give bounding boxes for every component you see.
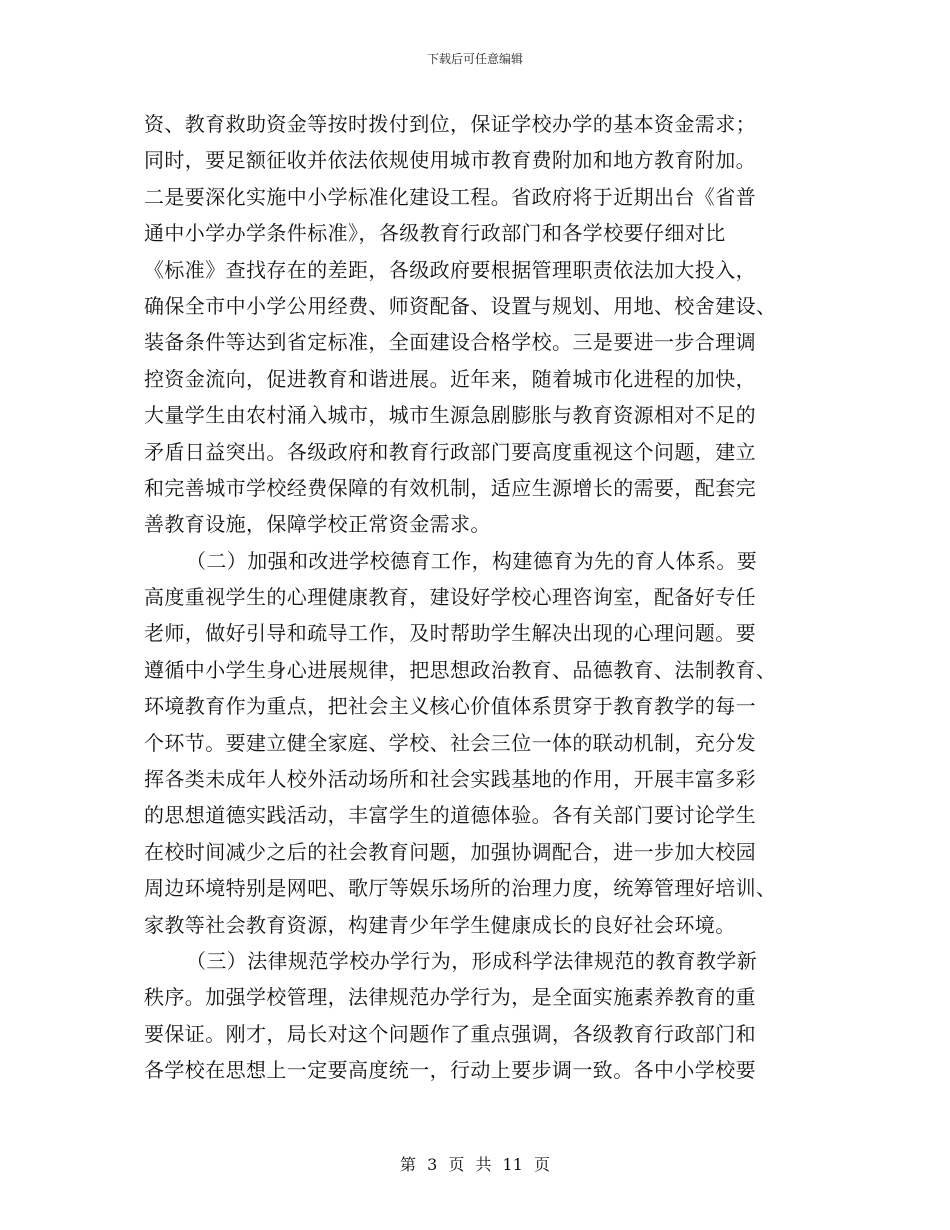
document-body <box>144 106 804 1089</box>
text-line: 秩序。加强学校管理，法律规范办学行为，是全面实施素养教育的重 <box>144 985 756 1010</box>
text-line: 老师，做好引导和疏导工作，及时帮助学生解决出现的心理问题。要 <box>144 621 756 646</box>
text-line: 控资金流向，促进教育和谐进展。近年来，随着城市化进程的加快， <box>144 366 756 391</box>
text-line: 个环节。要建立健全家庭、学校、社会三位一体的联动机制，充分发 <box>144 730 756 755</box>
paragraph-start-line: （三）法律规范学校办学行为，形成科学法律规范的教育教学新 <box>186 948 758 973</box>
text-line: 矛盾日益突出。各级政府和教育行政部门要高度重视这个问题，建立 <box>144 439 756 464</box>
text-line: 装备条件等达到省定标准，全面建设合格学校。三是要进一步合理调 <box>144 330 756 355</box>
text-line: 确保全市中小学公用经费、师资配备、设置与规划、用地、校舍建设、 <box>144 293 777 318</box>
text-line: 同时，要足额征收并依法依规使用城市教育费附加和地方教育附加。 <box>144 148 756 173</box>
text-line: 要保证。刚才，局长对这个问题作了重点强调，各级教育行政部门和 <box>144 1021 756 1046</box>
text-line: 高度重视学生的心理健康教育，建设好学校心理咨询室，配备好专任 <box>144 585 756 610</box>
text-line: 遵循中小学生身心进展规律，把思想政治教育、品德教育、法制教育、 <box>144 657 777 682</box>
paragraph-start-line: （二）加强和改进学校德育工作，构建德育为先的育人体系。要 <box>186 548 758 573</box>
page-footer: 第 3 页 共 11 页 <box>400 1155 550 1174</box>
text-line: 各学校在思想上一定要高度统一，行动上要步调一致。各中小学校要 <box>144 1058 756 1083</box>
text-line: 周边环境特别是网吧、歌厅等娱乐场所的治理力度，统筹管理好培训、 <box>144 876 777 901</box>
page-header: 下载后可任意编辑 <box>426 52 523 66</box>
text-line: 的思想道德实践活动，丰富学生的道德体验。各有关部门要讨论学生 <box>144 803 756 828</box>
text-line: 二是要深化实施中小学标准化建设工程。省政府将于近期出台《省普 <box>144 184 756 209</box>
text-line: 善教育设施，保障学校正常资金需求。 <box>144 512 491 537</box>
text-line: 通中小学办学条件标准》，各级教育行政部门和各学校要仔细对比 <box>144 221 726 246</box>
text-line: 在校时间减少之后的社会教育问题，加强协调配合，进一步加大校园 <box>144 839 756 864</box>
text-line: 资、教育救助资金等按时拨付到位，保证学校办学的基本资金需求； <box>144 112 756 136</box>
text-line: 《标准》查找存在的差距，各级政府要根据管理职责依法加大投入， <box>144 257 756 282</box>
text-line: 和完善城市学校经费保障的有效机制，适应生源增长的需要，配套完 <box>144 475 756 500</box>
text-line: 环境教育作为重点，把社会主义核心价值体系贯穿于教育教学的每一 <box>144 694 756 719</box>
text-line: 挥各类未成年人校外活动场所和社会实践基地的作用，开展丰富多彩 <box>144 767 756 792</box>
text-line: 家教等社会教育资源，构建青少年学生健康成长的良好社会环境。 <box>144 912 736 937</box>
text-line: 大量学生由农村涌入城市，城市生源急剧膨胀与教育资源相对不足的 <box>144 403 756 428</box>
